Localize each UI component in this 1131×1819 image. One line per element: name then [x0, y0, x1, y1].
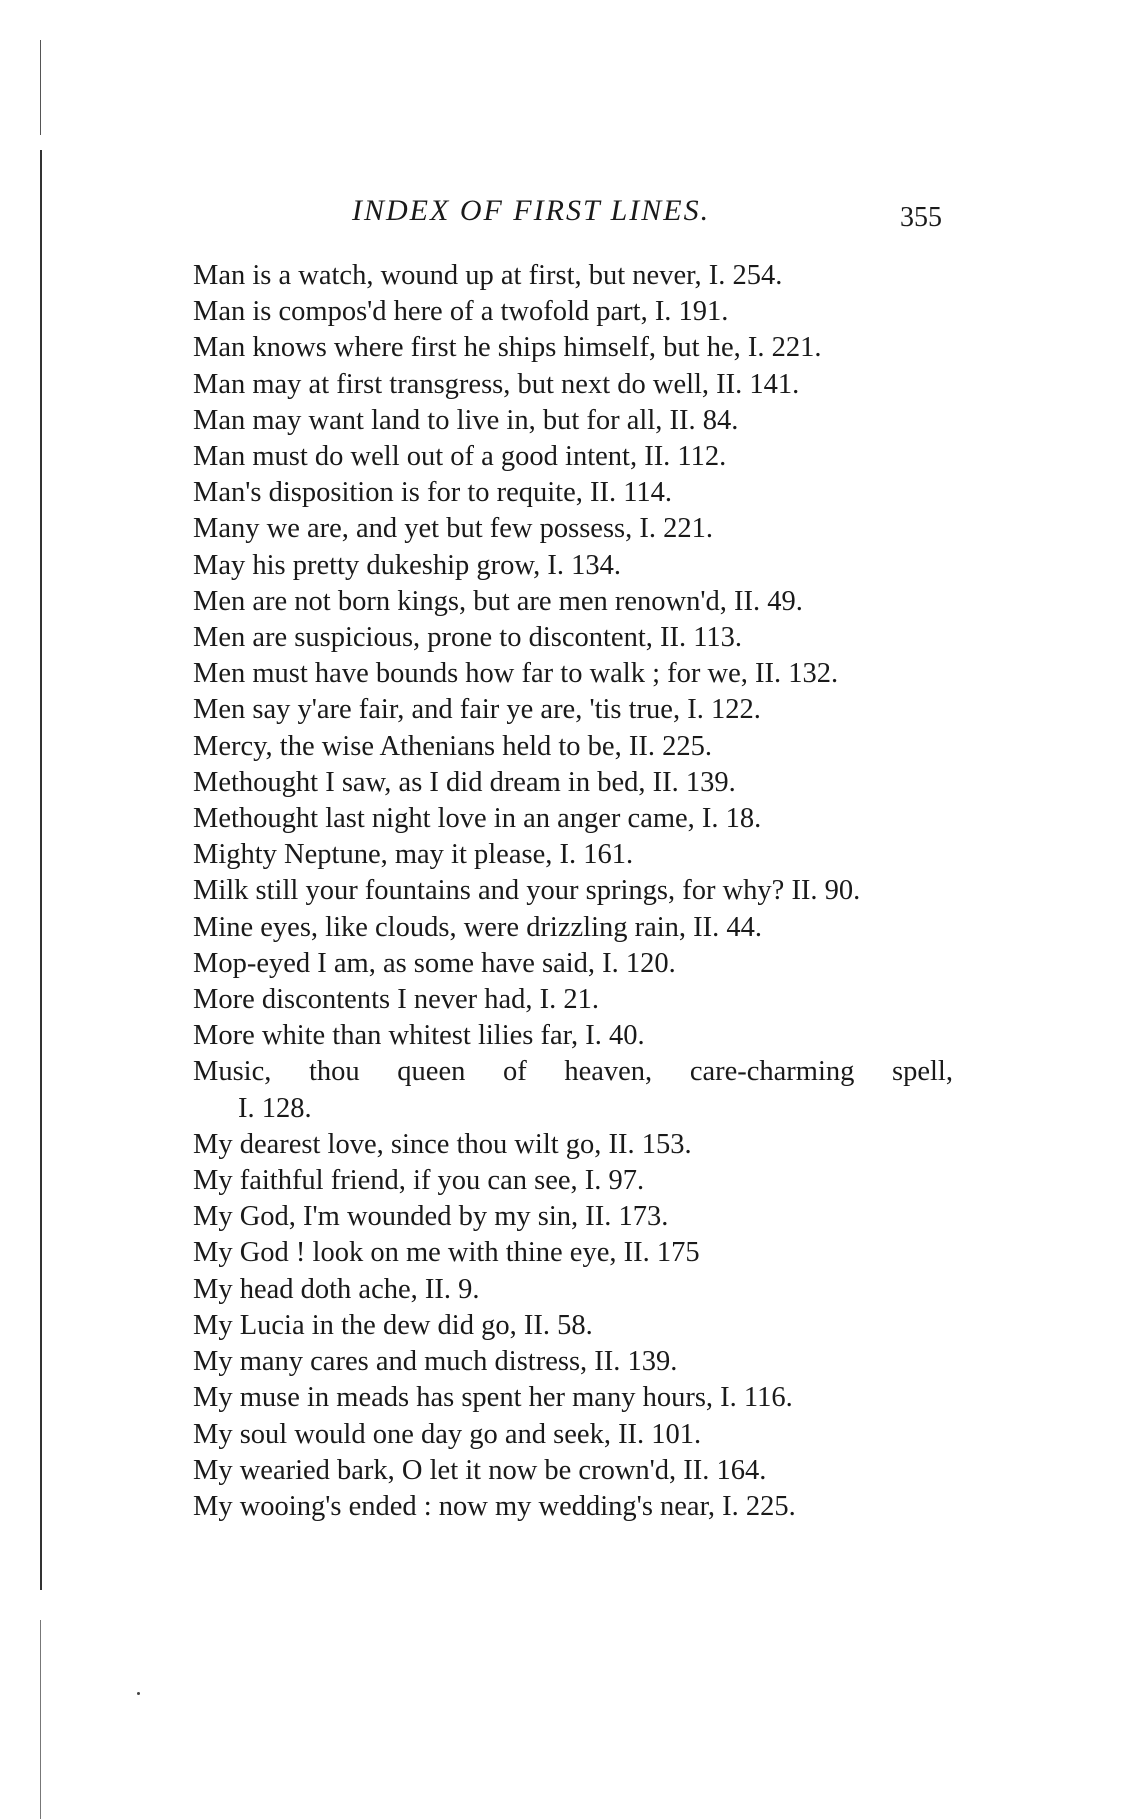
index-entry: Methought I saw, as I did dream in bed, II. 139.: [193, 766, 736, 798]
index-entry: My soul would one day go and seek, II. 101.: [193, 1418, 702, 1450]
running-title: INDEX OF FIRST LINES.: [352, 194, 711, 227]
justified-word: spell,: [892, 1056, 953, 1088]
index-entry: Men are not born kings, but are men renown'd, II. 49.: [193, 585, 803, 617]
page-number: 355: [900, 202, 942, 233]
index-entry: Methought last night love in an anger came, I. 18.: [193, 803, 762, 835]
index-entry: Man's disposition is for to requite, II. 114.: [193, 477, 673, 509]
binding-edge-line: [40, 1620, 41, 1819]
index-entry: My faithful friend, if you can see, I. 97.: [193, 1165, 645, 1197]
index-entry: Man is a watch, wound up at first, but never, I. 254.: [193, 260, 783, 291]
index-entry: Man knows where first he ships himself, but he, I. 221.: [193, 332, 822, 364]
index-entry: More discontents I never had, I. 21.: [193, 984, 600, 1016]
index-entry: Men are suspicious, prone to discontent, II. 113.: [193, 622, 743, 654]
index-entry: Milk still your fountains and your springs, for why? II. 90.: [193, 875, 861, 907]
ink-speck: [137, 1692, 140, 1695]
binding-edge-line: [40, 150, 42, 1590]
index-of-first-lines: [193, 258, 963, 1525]
justified-word: heaven,: [564, 1056, 653, 1088]
page-header: [0, 188, 1131, 238]
justified-word: care-charming: [689, 1056, 855, 1088]
index-entry: Men must have bounds how far to walk ; for we, II. 132.: [193, 658, 839, 690]
index-entry: My wearied bark, O let it now be crown'd, II. 164.: [193, 1454, 767, 1486]
index-entry-wrapped: [193, 1054, 953, 1090]
index-entry: My God, I'm wounded by my sin, II. 173.: [193, 1201, 669, 1233]
index-entry: Mercy, the wise Athenians held to be, II. 225.: [193, 730, 712, 762]
index-entry-continuation: I. 128.: [238, 1092, 312, 1124]
justified-word: of: [502, 1056, 527, 1088]
index-entry: More white than whitest lilies far, I. 40.: [193, 1020, 645, 1052]
index-entry: Man is compos'd here of a twofold part, I. 191.: [193, 296, 729, 328]
index-entry: My head doth ache, II. 9.: [193, 1273, 480, 1305]
index-entry: Men say y'are fair, and fair ye are, 'tis true, I. 122.: [193, 694, 761, 726]
index-entry: My many cares and much distress, II. 139.: [193, 1346, 678, 1378]
index-entry: My dearest love, since thou wilt go, II. 153.: [193, 1128, 692, 1160]
justified-word: thou: [309, 1056, 360, 1088]
index-entry: My Lucia in the dew did go, II. 58.: [193, 1309, 593, 1341]
index-entry: Man may at first transgress, but next do well, II. 141.: [193, 368, 800, 400]
index-entry: Man must do well out of a good intent, II. 112.: [193, 441, 727, 473]
index-entry: Mine eyes, like clouds, were drizzling rain, II. 44.: [193, 911, 763, 943]
index-entry: My wooing's ended : now my wedding's near, I. 225.: [193, 1490, 796, 1522]
index-entry: Mop-eyed I am, as some have said, I. 120.: [193, 947, 676, 979]
index-entry: Man may want land to live in, but for all, II. 84.: [193, 404, 739, 436]
justified-word: queen: [397, 1056, 466, 1088]
index-entry: Many we are, and yet but few possess, I. 221.: [193, 513, 713, 545]
index-entry: My muse in meads has spent her many hours, I. 116.: [193, 1382, 793, 1414]
index-entry: May his pretty dukeship grow, I. 134.: [193, 549, 621, 581]
index-entry: My God ! look on me with thine eye, II. 175: [193, 1237, 700, 1269]
binding-edge-line: [40, 40, 41, 135]
index-entry: Mighty Neptune, may it please, I. 161.: [193, 839, 634, 871]
justified-word: Music,: [193, 1056, 272, 1088]
